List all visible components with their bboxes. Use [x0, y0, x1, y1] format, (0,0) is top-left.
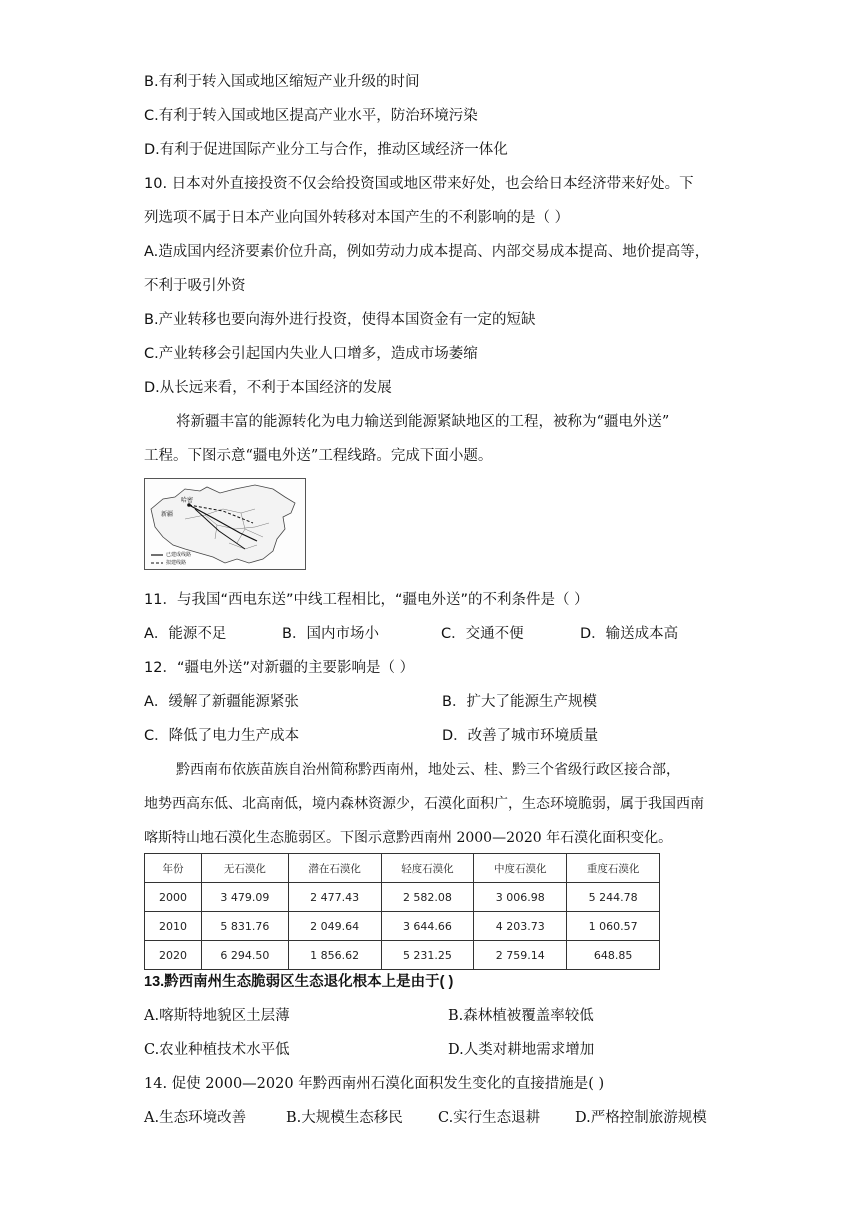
table-cell: 4 203.73 — [474, 912, 567, 941]
map-legend-built: 已建成线路 — [166, 552, 192, 558]
map-legend-planned: 拟建线路 — [166, 560, 187, 566]
table-cell: 2010 — [145, 912, 202, 941]
table-row — [145, 912, 660, 941]
q13-option-a: A.喀斯特地貌区土层薄 — [144, 1008, 290, 1024]
table-cell: 1 856.62 — [288, 941, 381, 970]
table-cell: 5 231.25 — [381, 941, 474, 970]
q11-option-a: A．能源不足 — [144, 626, 227, 642]
table-cell: 2 759.14 — [474, 941, 567, 970]
q12-option-d: D．改善了城市环境质量 — [442, 728, 599, 744]
q11-option-c: C．交通不便 — [441, 626, 524, 642]
q10-option-a-line2: 不利于吸引外资 — [144, 278, 246, 294]
table-cell: 2020 — [145, 941, 202, 970]
table-cell: 2 477.43 — [288, 883, 381, 912]
table-cell: 3 479.09 — [202, 883, 289, 912]
q12-option-b: B．扩大了能源生产规模 — [442, 694, 597, 710]
q14-stem: 14. 促使 2000—2020 年黔西南州石漠化面积发生变化的直接措施是( ) — [144, 1076, 605, 1092]
q13-option-c: C.农业种植技术水平低 — [144, 1042, 290, 1058]
desertification-table — [144, 853, 660, 970]
table-header-cell: 重度石漠化 — [567, 854, 660, 883]
q14-option-a: A.生态环境改善 — [144, 1110, 247, 1126]
passage2-line3: 喀斯特山地石漠化生态脆弱区。下图示意黔西南州 2000—2020 年石漠化面积变化。 — [144, 830, 673, 846]
xinjiang-power-map — [144, 478, 306, 570]
table-cell: 1 060.57 — [567, 912, 660, 941]
q10-stem-line1: 10. 日本对外直接投资不仅会给投资国或地区带来好处，也会给日本经济带来好处。下 — [144, 176, 694, 192]
passage1-line1: 将新疆丰富的能源转化为电力输送到能源紧缺地区的工程，被称为“疆电外送” — [176, 414, 670, 430]
q14-option-d: D.严格控制旅游规模 — [575, 1110, 707, 1126]
table-cell: 2000 — [145, 883, 202, 912]
q10-option-b: B.产业转移也要向海外进行投资，使得本国资金有一定的短缺 — [144, 312, 536, 328]
q9-option-d: D.有利于促进国际产业分工与合作，推动区域经济一体化 — [144, 142, 508, 158]
table-cell: 6 294.50 — [202, 941, 289, 970]
table-cell: 5 831.76 — [202, 912, 289, 941]
table-row — [145, 941, 660, 970]
q13-option-d: D.人类对耕地需求增加 — [448, 1042, 595, 1058]
table-cell: 2 049.64 — [288, 912, 381, 941]
q10-option-a-line1: A.造成国内经济要素价位升高，例如劳动力成本提高、内部交易成本提高、地价提高等， — [144, 244, 710, 260]
map-label-hami: 哈密 — [181, 497, 194, 504]
table-header-cell: 轻度石漠化 — [381, 854, 474, 883]
q12-option-c: C．降低了电力生产成本 — [144, 728, 300, 744]
q11-option-b: B．国内市场小 — [282, 626, 379, 642]
q12-stem: 12．“疆电外送”对新疆的主要影响是（ ） — [144, 660, 415, 676]
q12-option-a: A．缓解了新疆能源紧张 — [144, 694, 299, 710]
table-cell: 2 582.08 — [381, 883, 474, 912]
q10-stem-line2: 列选项不属于日本产业向国外转移对本国产生的不利影响的是（ ） — [144, 210, 570, 226]
q10-option-c: C.产业转移会引起国内失业人口增多，造成市场萎缩 — [144, 346, 478, 362]
q13-stem: 13.黔西南州生态脆弱区生态退化根本上是由于( ) — [144, 974, 454, 990]
table-header-row — [145, 854, 660, 883]
table-cell: 3 006.98 — [474, 883, 567, 912]
table-cell: 648.85 — [567, 941, 660, 970]
table-cell: 5 244.78 — [567, 883, 660, 912]
q14-option-c: C.实行生态退耕 — [438, 1110, 541, 1126]
q9-option-c: C.有利于转入国或地区提高产业水平，防治环境污染 — [144, 108, 478, 124]
passage2-line1: 黔西南布依族苗族自治州简称黔西南州，地处云、桂、黔三个省级行政区接合部， — [176, 762, 680, 778]
q11-option-d: D．输送成本高 — [580, 626, 679, 642]
q11-stem: 11．与我国“西电东送”中线工程相比，“疆电外送”的不利条件是（ ） — [144, 592, 589, 608]
q14-option-b: B.大规模生态移民 — [286, 1110, 403, 1126]
table-cell: 3 644.66 — [381, 912, 474, 941]
table-header-cell: 中度石漠化 — [474, 854, 567, 883]
q10-option-d: D.从长远来看，不利于本国经济的发展 — [144, 380, 392, 396]
passage2-line2: 地势西高东低、北高南低，境内森林资源少，石漠化面积广，生态环境脆弱，属于我国西南 — [144, 796, 704, 812]
table-row — [145, 883, 660, 912]
q13-option-b: B.森林植被覆盖率较低 — [448, 1008, 594, 1024]
map-label-xinjiang: 新疆 — [161, 511, 174, 518]
table-header-cell: 潜在石漠化 — [288, 854, 381, 883]
table-header-cell: 无石漠化 — [202, 854, 289, 883]
passage1-line2: 工程。下图示意“疆电外送”工程线路。完成下面小题。 — [144, 448, 493, 464]
table-header-cell: 年份 — [145, 854, 202, 883]
q9-option-b: B.有利于转入国或地区缩短产业升级的时间 — [144, 74, 420, 90]
